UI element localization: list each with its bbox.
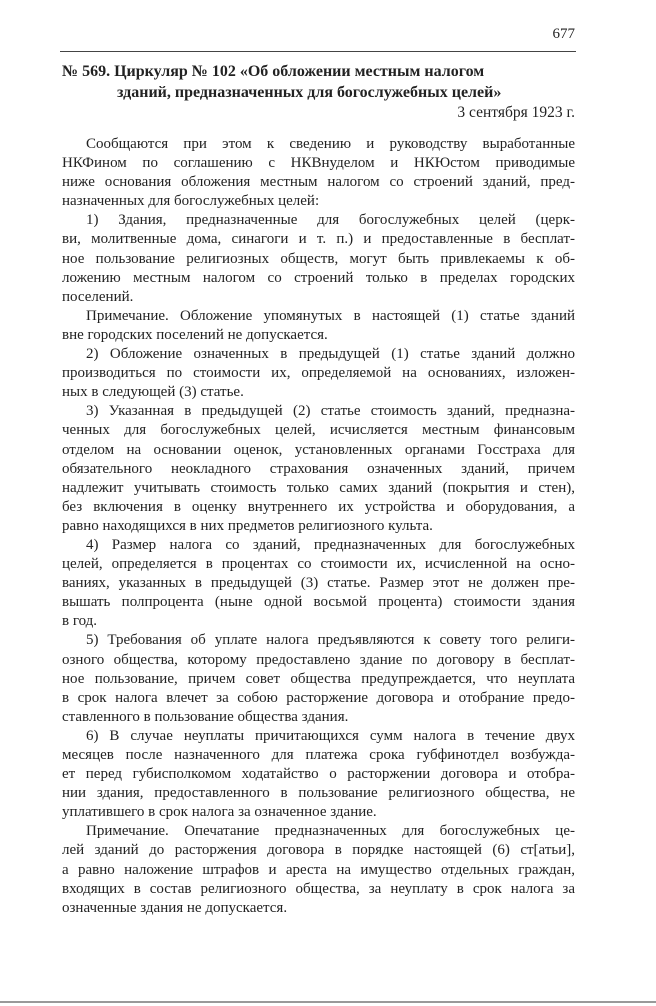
- text-line: Примечание. Обложение упомянутых в настоящей (1) статье зданий: [86, 307, 575, 324]
- text-line: равно находящихся в них предметов религиозного культа.: [62, 517, 433, 534]
- text-line: 6) В случае неуплаты причитающихся сумм налога в течение двух: [86, 727, 575, 744]
- text-line: ет перед губисполкомом ходатайство о расторжении договора и отобра-: [62, 766, 575, 783]
- text-line: нии здания, предоставленного в пользование религиозного общества, не: [62, 785, 575, 802]
- text-line: в год.: [62, 613, 98, 630]
- paragraph: [62, 345, 575, 402]
- title-line: № 569. Циркуляр № 102 «Об обложении местным налогом: [62, 63, 485, 80]
- paragraph: [62, 536, 575, 631]
- paragraph: [62, 135, 575, 211]
- paragraph: [62, 822, 575, 917]
- paragraph: [62, 631, 575, 726]
- document-date: 3 сентября 1923 г.: [457, 104, 575, 121]
- text-line: назначенных для богослужебных целей:: [62, 193, 320, 210]
- text-line: 2) Обложение означенных в предыдущей (1) статье зданий должно: [86, 346, 575, 363]
- text-line: 3) Указанная в предыдущей (2) статье стоимость зданий, предназна-: [86, 403, 575, 420]
- text-line: вне городских поселений не допускается.: [62, 326, 328, 343]
- text-line: надлежит учитывать стоимость только самих зданий (покрытия и стен),: [62, 479, 575, 496]
- text-line: вышать полпроцента (ныне одной восьмой процента) стоимости здания: [62, 594, 575, 611]
- document-body: [62, 135, 575, 918]
- text-line: НКФином по соглашению с НКВнуделом и НКЮстом приводимые: [62, 155, 575, 172]
- text-line: ви, молитвенные дома, синагоги и т. п.) и предоставленные в бесплат-: [62, 231, 575, 248]
- paragraph: [62, 307, 575, 345]
- text-line: в срок налога влечет за собою расторжение договора и отобрание предо-: [62, 689, 575, 706]
- text-line: поселений.: [62, 288, 134, 305]
- paragraph: [62, 727, 575, 822]
- text-line: обязательного неокладного страхования означенных зданий, причем: [62, 460, 575, 477]
- text-line: лей зданий до расторжения договора в порядке настоящей (6) ст[атьи],: [62, 842, 575, 859]
- paragraph: [62, 211, 575, 306]
- text-line: ставленного в пользование общества здания.: [62, 708, 349, 725]
- text-line: Примечание. Опечатание предназначенных для богослужебных це-: [86, 823, 575, 840]
- text-line: ных в следующей (3) статье.: [62, 384, 244, 401]
- paragraph: [62, 402, 575, 536]
- text-line: без включения в оценку внутреннего их устройства и оборудования, а: [62, 498, 575, 515]
- text-line: ваниях, указанных в предыдущей (3) статье. Размер этот не должен пре-: [62, 575, 575, 592]
- text-line: а равно наложение штрафов и ареста на имущество отдельных граждан,: [62, 861, 575, 878]
- text-line: 1) Здания, предназначенные для богослужебных целей (церк-: [86, 212, 575, 229]
- text-line: озного общества, которому предоставлено здание по договору в бесплат-: [62, 651, 575, 668]
- text-line: уплатившего в срок налога за означенное здание.: [62, 804, 377, 821]
- page-number: 677: [552, 26, 575, 42]
- text-line: входящих в состав религиозного общества, за неуплату в срок налога за: [62, 880, 575, 897]
- document-title: [62, 61, 576, 103]
- text-line: ное пользование, причем совет общества предупреждается, что неуплата: [62, 670, 575, 687]
- text-line: 4) Размер налога со зданий, предназначенных для богослужебных: [86, 536, 575, 553]
- text-line: ченных для богослужебных целей, исчисляется местным финансовым: [62, 422, 575, 439]
- text-line: целей, определяется в процентах со стоимости их, исчисленной на осно-: [62, 556, 575, 573]
- text-line: 5) Требования об уплате налога предъявляются к совету того религи-: [86, 632, 575, 649]
- text-line: ниже основания обложения местным налогом со строений зданий, пред-: [62, 174, 575, 191]
- text-line: означенные здания не допускается.: [62, 899, 288, 916]
- page-bottom-border: [0, 1001, 656, 1003]
- text-line: отделом на основании оценок, установленных органами Госстраха для: [62, 441, 575, 458]
- title-line: зданий, предназначенных для богослужебных целей»: [117, 84, 502, 101]
- header-rule: [60, 51, 576, 52]
- text-line: Сообщаются при этом к сведению и руководству выработанные: [86, 136, 575, 152]
- text-line: ное пользование религиозных обществ, могут быть привлекаемы к об-: [62, 250, 575, 267]
- text-line: месяцев после назначенного для платежа срока губфинотдел возбужда-: [62, 747, 575, 763]
- text-line: производиться по стоимости их, определяемой на основаниях, изложен-: [62, 365, 575, 382]
- text-line: ложению местным налогом со строений только в пределах городских: [62, 269, 575, 286]
